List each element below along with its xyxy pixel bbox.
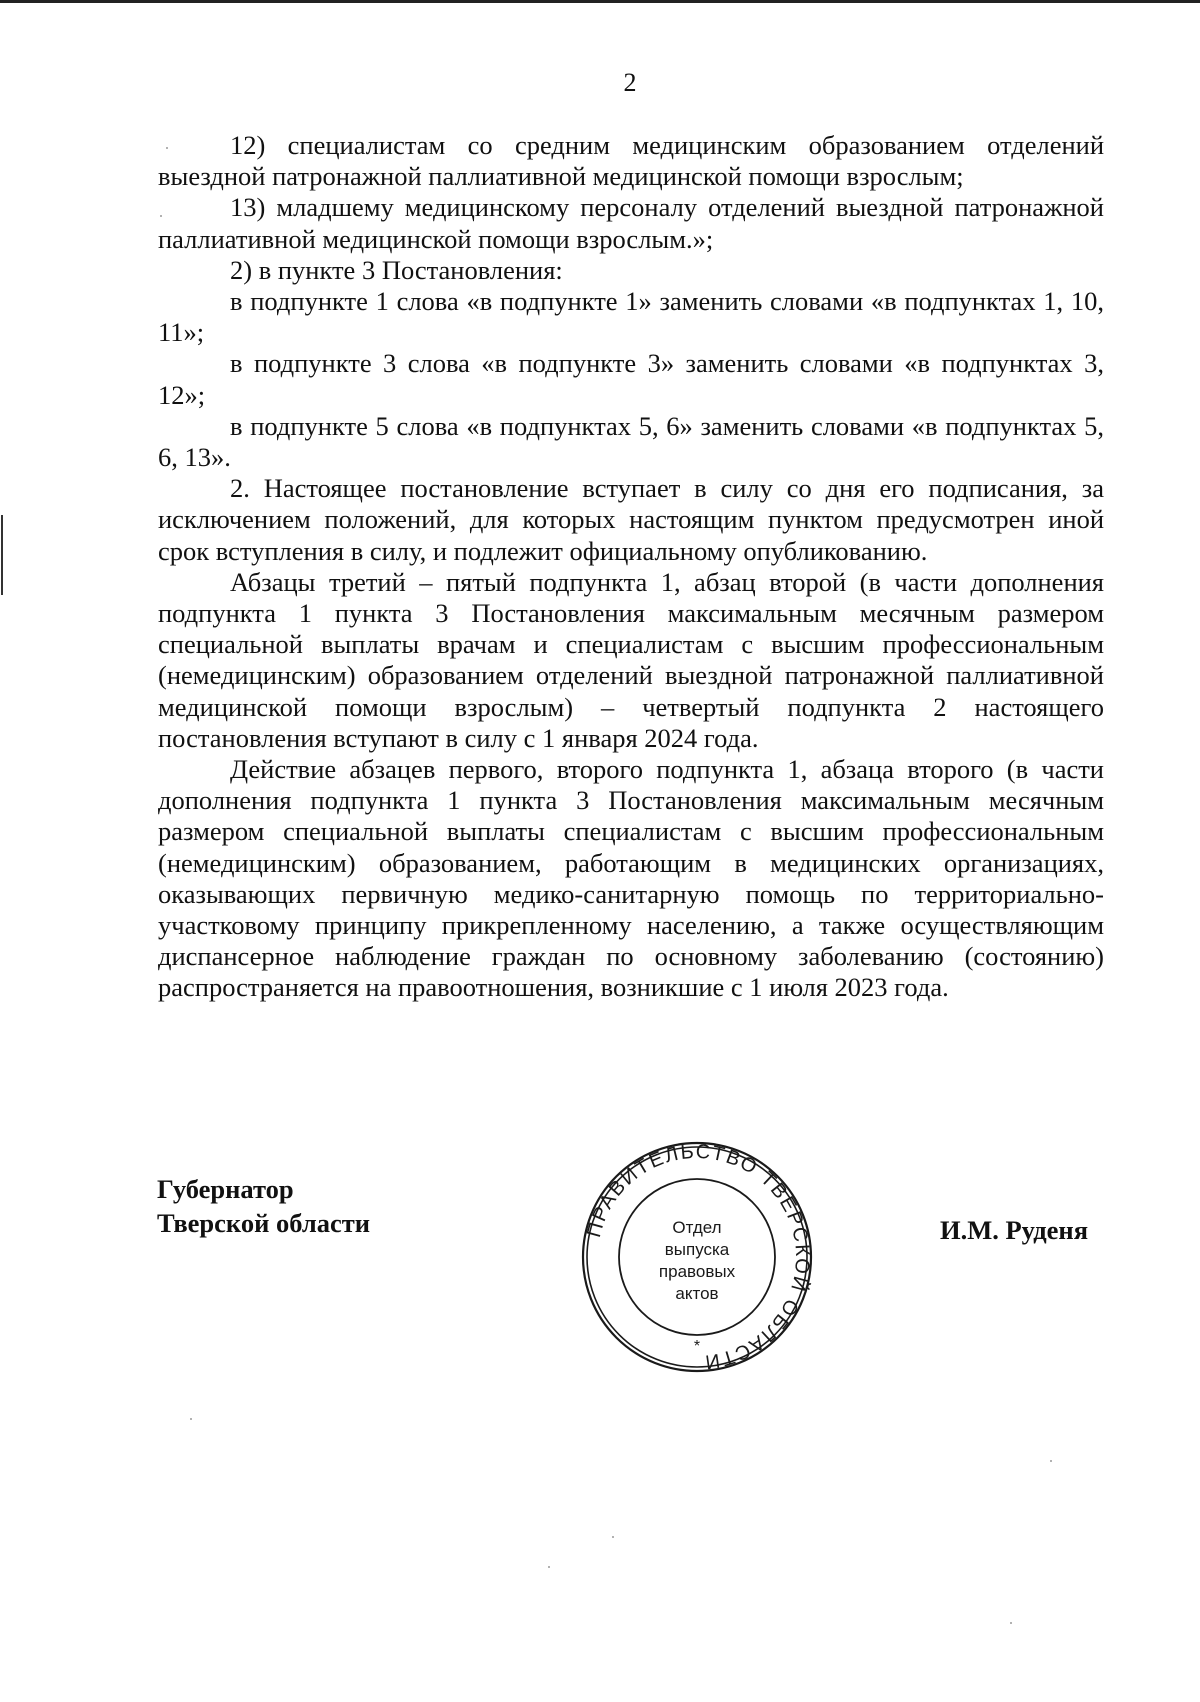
paragraph-item-13: 13) младшему медицинскому персоналу отделений выездной патронажной паллиативной медицинской помощи взрослым.»; [158, 192, 1104, 254]
scan-speck [548, 1566, 550, 1568]
signatory-position-line2: Тверской области [157, 1208, 370, 1238]
stamp-center-line-2: выпуска [664, 1240, 730, 1259]
signatory-position [157, 1172, 370, 1240]
paragraph-item-12: 12) специалистам со средним медицинским образованием отделений выездной патронажной паллиативной медицинской помощи взрослым; [158, 130, 1104, 192]
paragraph-subpoint-3: в подпункте 3 слова «в подпункте 3» заменить словами «в подпунктах 3, 12»; [158, 348, 1104, 410]
scan-speck [190, 1418, 192, 1420]
paragraph-effective-date: 2. Настоящее постановление вступает в силу со дня его подписания, за исключением положений, для которых настоящим пунктом предусмотрен иной срок вступления в силу, и подлежит официальному опубликованию. [158, 473, 1104, 566]
paragraph-january-2024: Абзацы третий – пятый подпункта 1, абзац второй (в части дополнения подпункта 1 пункта 3 Постановления максимальным месячным размером специальной выплаты врачам и специалистам с высшим профессиональным (немедицинским) образованием отделений выездной патронажной паллиативной медицинской помощи взрослым) – четвертый подпункта 2 настоящего постановления вступают в силу с 1 января 2024 года. [158, 566, 1104, 753]
page-number: 2 [623, 68, 637, 97]
scan-speck [160, 215, 162, 217]
paragraph-july-2023: Действие абзацев первого, второго подпункта 1, абзаца второго (в части дополнения подпункта 1 пункта 3 Постановления максимальным месячным размером специальной выплаты специалистам с высшим профессиональным (немедицинским) образованием, работающим в медицинских организациях, оказывающих первичную медико-санитарную помощь по территориально-участковому принципу прикрепленному населению, а также осуществляющим диспансерное наблюдение граждан по основному заболеванию (состоянию) распространяется на правоотношения, возникшие с 1 июля 2023 года. [158, 754, 1104, 1003]
stamp-center-line-1: Отдел [672, 1218, 722, 1237]
scan-margin-mark [1, 515, 3, 595]
signatory-position-line1: Губернатор [157, 1174, 294, 1204]
stamp-ring-textpath: ПРАВИТЕЛЬСТВО ТВЕРСКОЙ ОБЛАСТИ [583, 1140, 814, 1373]
stamp-seal-graphic [580, 1140, 814, 1374]
scan-speck [612, 1536, 614, 1538]
signatory-name: И.М. Руденя [940, 1215, 1089, 1245]
paragraph-subpoint-5: в подпункте 5 слова «в подпунктах 5, 6» заменить словами «в подпунктах 5, 6, 13». [158, 410, 1104, 473]
paragraph-subpoint-1: в подпункте 1 слова «в подпункте 1» заменить словами «в подпунктах 1, 10, 11»; [158, 286, 1104, 348]
scan-speck [166, 147, 168, 149]
scan-speck [1010, 1622, 1012, 1624]
document-body [158, 130, 1104, 1004]
official-stamp [580, 1140, 814, 1374]
scan-speck [1050, 1460, 1052, 1462]
stamp-center-line-3: правовых [658, 1262, 736, 1281]
paragraph-point-2: 2) в пункте 3 Постановления: [230, 254, 563, 285]
stamp-center-line-4: актов [675, 1284, 719, 1303]
stamp-star-icon: * [693, 1338, 701, 1355]
scan-edge-line [0, 0, 1200, 3]
